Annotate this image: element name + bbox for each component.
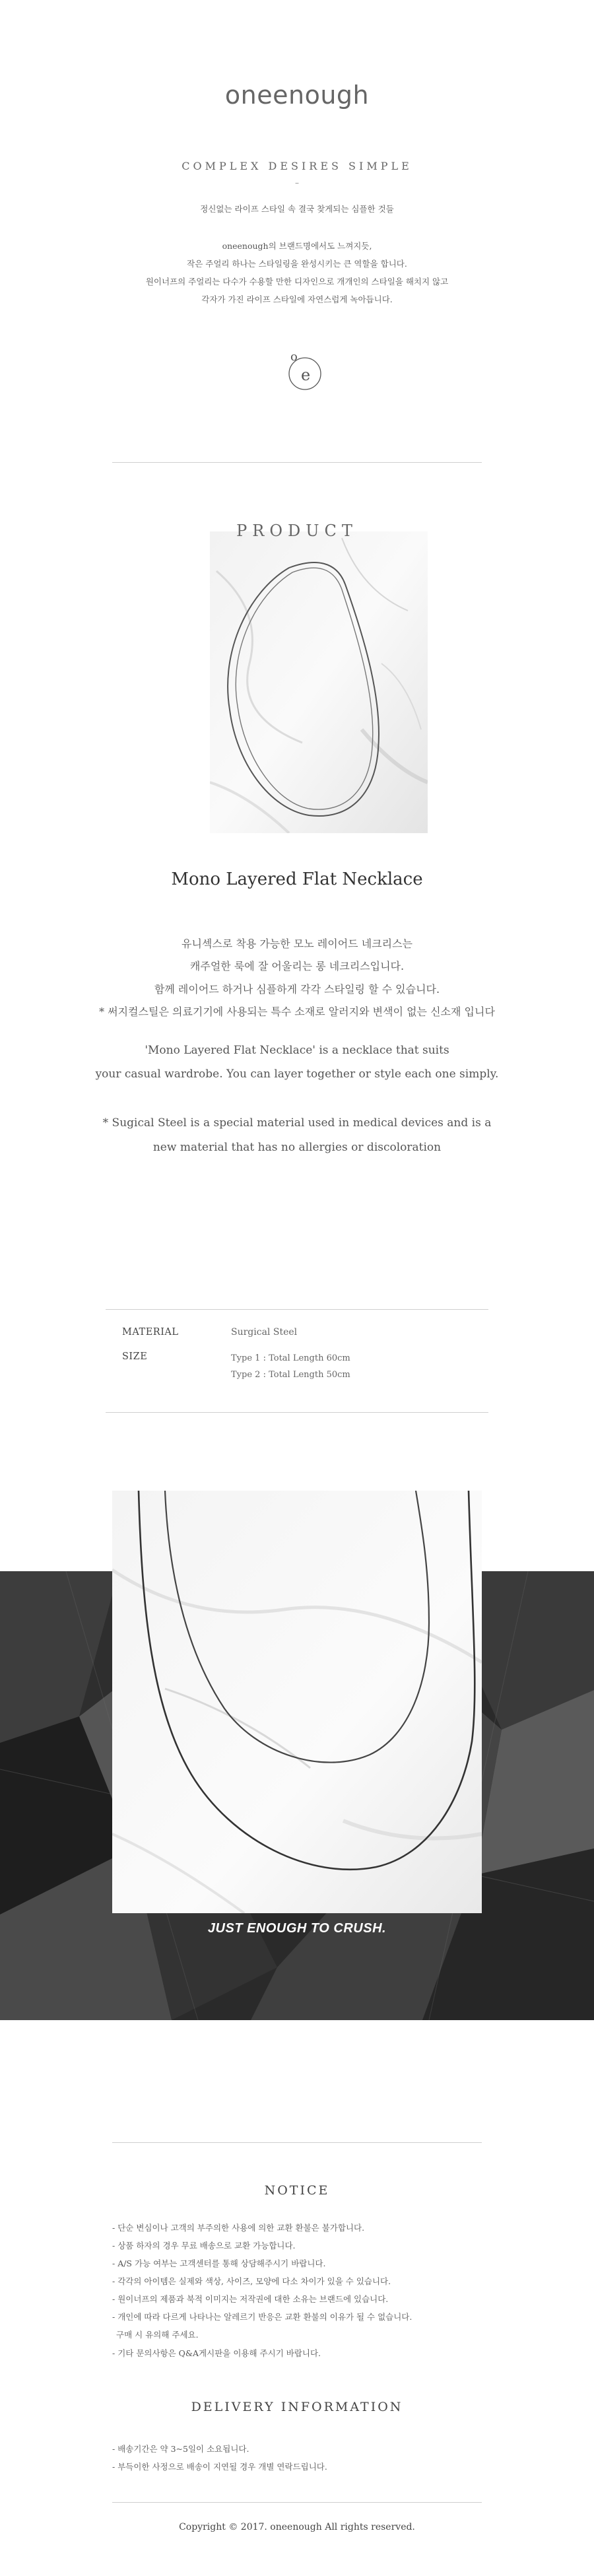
description-kr-line: 유니섹스로 착용 가능한 모노 레이어드 네크리스는: [181, 937, 412, 950]
brand-tagline: COMPLEX DESIRES SIMPLE: [182, 160, 412, 172]
description-en-line: new material that has no allergies or discoloration: [152, 1141, 442, 1154]
delivery-title: DELIVERY INFORMATION: [191, 2400, 403, 2414]
specs-bottom-divider: [106, 1412, 488, 1413]
description-kr-line: * 써지컬스틸은 의료기기에 사용되는 특수 소재로 알러지와 변색이 없는 신소재 입니다: [99, 1005, 495, 1018]
intro-line: 원이너프의 주얼리는 다수가 수용할 만한 디자인으로 개개인의 스타일을 해치지 않고: [145, 277, 449, 287]
notice-item: - A/S 가능 여부는 고객센터를 통해 상담해주시기 바랍니다.: [112, 2258, 326, 2268]
specs-top-divider: [106, 1309, 488, 1310]
brand-logo: oneenough: [224, 81, 370, 110]
description-en-line: * Sugical Steel is a special material used in medical devices and is a: [102, 1116, 492, 1130]
product-name: Mono Layered Flat Necklace: [171, 869, 423, 889]
material-value: Surgical Steel: [231, 1327, 298, 1338]
notice-item: - 기타 문의사항은 Q&A게시판을 이용해 주시기 바랍니다.: [112, 2348, 321, 2358]
oe-emblem-icon: [276, 343, 323, 391]
notice-item: - 단순 변심이나 고객의 부주의한 사용에 의한 교환 환불은 불가합니다.: [112, 2223, 365, 2233]
notice-title: NOTICE: [264, 2183, 330, 2198]
emblem-letter-e: e: [301, 366, 311, 384]
notice-item: 구매 시 유의해 주세요.: [116, 2330, 199, 2340]
notice-item: - 각각의 아이템은 실제와 색상, 사이즈, 모양에 다소 차이가 있을 수 있습니다.: [112, 2276, 391, 2286]
emblem-letter-o: o: [290, 350, 298, 364]
intro-line: oneenough의 브랜드명에서도 느껴지듯,: [222, 241, 372, 251]
product-photo-marble: [210, 531, 428, 833]
intro-line: 작은 주얼리 하나는 스타일링을 완성시키는 큰 역할을 합니다.: [187, 259, 407, 269]
notice-item: - 상품 하자의 경우 무료 배송으로 교환 가능합니다.: [112, 2241, 296, 2251]
intro-line: 각자가 가진 라이프 스타일에 자연스럽게 녹아듭니다.: [201, 294, 393, 304]
material-label: MATERIAL: [122, 1327, 179, 1338]
notice-item: - 개인에 따라 다르게 나타나는 알레르기 반응은 교환 환불의 이유가 될 수 없습니다.: [112, 2312, 412, 2322]
delivery-item: - 배송기간은 약 3~5일이 소요됩니다.: [112, 2444, 249, 2454]
size-value: Type 2 : Total Length 50cm: [231, 1370, 350, 1380]
product-photo-layered: [112, 1491, 482, 1913]
delivery-item: - 부득이한 사정으로 배송이 지연될 경우 개별 연락드립니다.: [112, 2462, 327, 2472]
description-kr-line: 함께 레이어드 하거나 심플하게 각각 스타일링 할 수 있습니다.: [154, 983, 440, 996]
divider: [112, 462, 482, 463]
tagline-dash: –: [295, 178, 299, 187]
size-label: SIZE: [122, 1351, 148, 1362]
banner-slogan: JUST ENOUGH TO CRUSH.: [207, 1921, 387, 1936]
product-section-label: PRODUCT: [236, 522, 358, 540]
intro-line: 정신없는 라이프 스타일 속 결국 찾게되는 심플한 것들: [200, 204, 394, 214]
size-value: Type 1 : Total Length 60cm: [231, 1353, 350, 1363]
description-kr-line: 캐주얼한 룩에 잘 어울리는 롱 네크리스입니다.: [189, 960, 405, 972]
description-en-line: your casual wardrobe. You can layer together or style each one simply.: [95, 1068, 499, 1081]
divider: [112, 2142, 482, 2143]
description-en-line: 'Mono Layered Flat Necklace' is a necklace that suits: [145, 1044, 449, 1057]
copyright-text: Copyright © 2017. oneenough All rights reserved.: [179, 2522, 415, 2532]
notice-item: - 원이너프의 제품과 북적 이미지는 저작권에 대한 소유는 브랜드에 있습니다.: [112, 2294, 389, 2304]
divider: [112, 2502, 482, 2503]
